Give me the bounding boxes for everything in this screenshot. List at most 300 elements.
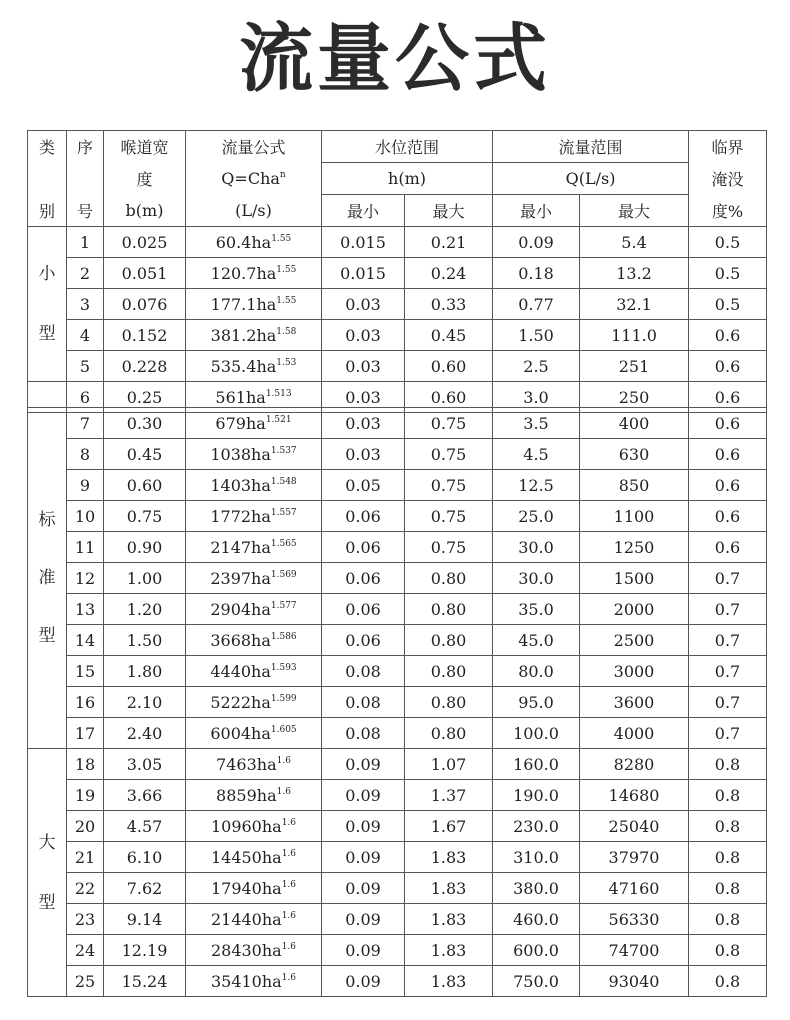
header-water-unit <box>322 163 493 195</box>
width-cell-text: 6.10 <box>126 847 163 867</box>
flow-max-cell-text: 32.1 <box>616 294 652 314</box>
header-formula-2-text: Q=Cha <box>221 169 280 188</box>
water-min-cell-text: 0.09 <box>345 878 381 898</box>
water-max-cell <box>405 749 493 780</box>
table-row <box>28 811 767 842</box>
seq-cell <box>67 408 104 439</box>
water-max-cell-text: 1.83 <box>430 878 467 898</box>
water-max-cell-text: 1.83 <box>430 909 467 929</box>
flow-min-cell <box>493 842 580 873</box>
water-max-cell-text: 1.83 <box>430 847 467 867</box>
formula-cell <box>186 935 322 966</box>
header-flow-min <box>493 195 580 227</box>
water-max-cell-text: 0.80 <box>430 661 467 681</box>
seq-cell-text: 18 <box>74 754 96 774</box>
width-cell-text: 1.50 <box>126 630 163 650</box>
water-max-cell <box>405 351 493 382</box>
category-small <box>28 227 67 382</box>
flow-min-cell-text: 35.0 <box>518 599 554 619</box>
header-formula-3-text: (L/s) <box>235 200 272 220</box>
flow-max-cell <box>580 320 689 351</box>
formula-cell <box>186 258 322 289</box>
formula-cell-text: 381.2ha <box>210 325 277 345</box>
header-width-3-text: b(m) <box>125 200 164 220</box>
formula-cell-text: 4440ha <box>210 661 271 681</box>
water-min-cell-text: 0.09 <box>345 940 381 960</box>
width-cell-text: 0.30 <box>126 413 163 433</box>
water-max-cell <box>405 439 493 470</box>
water-max-cell <box>405 258 493 289</box>
water-min-cell <box>322 408 405 439</box>
flow-min-cell-text: 0.77 <box>518 294 554 314</box>
flow-max-cell-text: 5.4 <box>621 232 647 252</box>
page-title: 流量公式 <box>239 16 551 102</box>
category-standard-char: 准 <box>38 568 56 588</box>
water-max-cell <box>405 532 493 563</box>
table-row <box>28 966 767 997</box>
width-cell-text: 0.152 <box>121 325 168 345</box>
formula-exponent: 1.537 <box>270 445 297 456</box>
width-cell <box>104 718 186 749</box>
critical-cell-text: 0.8 <box>714 816 741 836</box>
header-flow-min-text: 最小 <box>520 202 553 221</box>
water-max-cell <box>405 563 493 594</box>
header-seq <box>67 131 104 163</box>
header-water-max <box>405 195 493 227</box>
seq-cell-text: 10 <box>74 506 96 526</box>
table-row <box>28 935 767 966</box>
width-cell <box>104 258 186 289</box>
flow-max-cell-text: 1100 <box>613 506 655 526</box>
formula-cell-text: 6004ha <box>210 723 271 743</box>
width-cell-text: 2.40 <box>126 723 163 743</box>
width-cell <box>104 594 186 625</box>
header-water-unit-text: h(m) <box>388 169 426 188</box>
water-min-cell <box>322 563 405 594</box>
header-water-max-text: 最大 <box>432 202 465 221</box>
header-critical <box>689 131 767 163</box>
formula-cell-text: 561ha <box>215 387 266 407</box>
flow-min-cell-text: 380.0 <box>513 878 559 898</box>
critical-cell-text: 0.6 <box>714 387 741 407</box>
flow-min-cell-text: 3.5 <box>523 413 549 433</box>
width-cell <box>104 904 186 935</box>
flow-max-cell <box>580 470 689 501</box>
water-min-cell <box>322 718 405 749</box>
header-width-1: 喉道宽 <box>120 138 169 158</box>
header-water-min <box>322 195 405 227</box>
water-min-cell <box>322 470 405 501</box>
header-critical-3 <box>689 195 767 227</box>
width-cell-text: 0.75 <box>126 506 163 526</box>
water-min-cell-text: 0.09 <box>345 909 381 929</box>
table-row <box>28 258 767 289</box>
table-row <box>28 408 767 439</box>
width-cell <box>104 625 186 656</box>
flow-min-cell-text: 190.0 <box>513 785 559 805</box>
flow-min-cell <box>493 470 580 501</box>
formula-cell <box>186 904 322 935</box>
critical-cell <box>689 718 767 749</box>
formula-cell-text: 28430ha <box>210 940 282 960</box>
formula-exponent: 1.55 <box>276 264 297 275</box>
flow-max-cell <box>580 749 689 780</box>
flow-min-cell-text: 0.09 <box>518 232 554 252</box>
formula-exponent: 1.6 <box>281 848 297 859</box>
critical-cell-text: 0.7 <box>714 661 741 681</box>
flow-max-cell <box>580 873 689 904</box>
seq-cell-text: 1 <box>79 232 91 252</box>
seq-cell <box>67 966 104 997</box>
flow-max-cell <box>580 408 689 439</box>
flow-max-cell <box>580 687 689 718</box>
formula-cell-text: 10960ha <box>210 816 282 836</box>
flow-max-cell <box>580 501 689 532</box>
formula-cell <box>186 320 322 351</box>
flow-max-cell-text: 74700 <box>608 940 660 960</box>
formula-cell <box>186 780 322 811</box>
formula-exponent: 1.548 <box>270 476 297 487</box>
seq-cell <box>67 873 104 904</box>
header-critical-2 <box>689 163 767 195</box>
flow-min-cell <box>493 501 580 532</box>
critical-cell-text: 0.5 <box>714 294 741 314</box>
water-min-cell <box>322 351 405 382</box>
table-row <box>28 749 767 780</box>
seq-cell-text: 14 <box>74 630 96 650</box>
table-row <box>28 470 767 501</box>
flow-max-cell <box>580 532 689 563</box>
table-row <box>28 351 767 382</box>
water-max-cell-text: 0.60 <box>430 387 467 407</box>
seq-cell-text: 4 <box>79 325 91 345</box>
water-min-cell-text: 0.015 <box>340 263 386 283</box>
water-max-cell-text: 0.75 <box>430 537 467 557</box>
seq-cell <box>67 439 104 470</box>
formula-exponent: 1.6 <box>276 755 291 766</box>
flow-max-cell-text: 2500 <box>613 630 655 650</box>
header-formula-3 <box>186 195 322 227</box>
water-max-cell-text: 0.75 <box>430 475 467 495</box>
flow-max-cell-text: 4000 <box>613 723 655 743</box>
width-cell-text: 4.57 <box>126 816 163 836</box>
water-max-cell-text: 0.24 <box>430 263 467 283</box>
width-cell <box>104 687 186 718</box>
critical-cell-text: 0.7 <box>714 599 741 619</box>
width-cell-text: 15.24 <box>121 971 168 991</box>
water-min-cell-text: 0.03 <box>345 387 381 407</box>
header-flow-unit-text: Q(L/s) <box>565 169 616 188</box>
flow-max-cell <box>580 842 689 873</box>
category-large-char: 大 <box>38 832 56 853</box>
water-max-cell <box>405 718 493 749</box>
flow-max-cell-text: 1250 <box>613 537 655 557</box>
critical-cell <box>689 966 767 997</box>
water-min-cell-text: 0.09 <box>345 971 381 991</box>
flow-min-cell <box>493 749 580 780</box>
formula-cell <box>186 594 322 625</box>
critical-cell <box>689 501 767 532</box>
water-min-cell <box>322 687 405 718</box>
formula-exponent: 1.586 <box>270 631 297 642</box>
critical-cell <box>689 625 767 656</box>
table-row <box>28 718 767 749</box>
water-min-cell <box>322 780 405 811</box>
critical-cell-text: 0.8 <box>714 754 741 774</box>
flow-min-cell <box>493 656 580 687</box>
seq-cell-text: 5 <box>79 356 91 376</box>
critical-cell <box>689 563 767 594</box>
formula-cell <box>186 749 322 780</box>
water-min-cell <box>322 289 405 320</box>
seq-cell-text: 3 <box>79 294 91 314</box>
width-cell <box>104 811 186 842</box>
width-cell <box>104 470 186 501</box>
flow-min-cell-text: 0.18 <box>518 263 554 283</box>
header-formula-1: 流量公式 <box>221 138 286 158</box>
flow-min-cell <box>493 718 580 749</box>
water-max-cell-text: 0.75 <box>430 413 467 433</box>
water-min-cell-text: 0.09 <box>345 785 381 805</box>
formula-exponent: 1.6 <box>281 817 297 828</box>
flow-min-cell-text: 100.0 <box>513 723 559 743</box>
table-row <box>28 227 767 258</box>
water-min-cell <box>322 625 405 656</box>
critical-cell-text: 0.7 <box>714 692 741 712</box>
header-seq-3 <box>67 195 104 227</box>
formula-cell <box>186 501 322 532</box>
critical-cell <box>689 470 767 501</box>
formula-cell <box>186 811 322 842</box>
flow-max-cell <box>580 966 689 997</box>
width-cell <box>104 408 186 439</box>
category-large-char: 型 <box>38 892 56 913</box>
flow-max-cell-text: 3000 <box>613 661 655 681</box>
header-width-3 <box>104 195 186 227</box>
header-width-2-text: 度 <box>136 170 153 189</box>
flow-min-cell-text: 310.0 <box>513 847 559 867</box>
seq-cell-text: 12 <box>74 568 96 588</box>
flow-min-cell <box>493 408 580 439</box>
water-min-cell <box>322 656 405 687</box>
water-min-cell-text: 0.015 <box>340 232 386 252</box>
flow-max-cell-text: 400 <box>618 413 650 433</box>
water-min-cell-text: 0.08 <box>345 661 381 681</box>
header-critical-3-text: 度% <box>711 201 744 221</box>
formula-exponent: 1.557 <box>270 507 297 518</box>
flow-min-cell <box>493 687 580 718</box>
header-flow-max-text: 最大 <box>618 202 651 221</box>
seq-cell <box>67 470 104 501</box>
critical-cell <box>689 408 767 439</box>
water-min-cell-text: 0.06 <box>345 568 381 588</box>
water-min-cell <box>322 227 405 258</box>
flow-min-cell-text: 600.0 <box>513 940 559 960</box>
table-row <box>28 780 767 811</box>
critical-cell <box>689 320 767 351</box>
formula-cell-text: 535.4ha <box>210 356 277 376</box>
critical-cell-text: 0.8 <box>714 785 741 805</box>
critical-cell <box>689 780 767 811</box>
water-min-cell <box>322 258 405 289</box>
water-min-cell-text: 0.03 <box>345 294 381 314</box>
water-min-cell-text: 0.08 <box>345 692 381 712</box>
flow-max-cell-text: 2000 <box>613 599 655 619</box>
category-small-char: 小 <box>38 264 56 284</box>
water-max-cell <box>405 687 493 718</box>
flow-min-cell-text: 460.0 <box>513 909 559 929</box>
critical-cell <box>689 842 767 873</box>
width-cell-text: 3.66 <box>126 785 163 805</box>
width-cell <box>104 656 186 687</box>
flow-max-cell-text: 37970 <box>608 847 660 867</box>
critical-cell <box>689 904 767 935</box>
header-width-2 <box>104 163 186 195</box>
header-category-3 <box>28 195 67 227</box>
water-max-cell <box>405 289 493 320</box>
width-cell-text: 2.10 <box>126 692 163 712</box>
water-max-cell-text: 1.83 <box>430 940 467 960</box>
water-min-cell-text: 0.06 <box>345 599 381 619</box>
critical-cell <box>689 873 767 904</box>
width-cell-text: 0.45 <box>126 444 163 464</box>
seq-cell-text: 25 <box>74 971 96 991</box>
flow-max-cell <box>580 563 689 594</box>
formula-exponent: 1.55 <box>276 295 297 306</box>
critical-cell-text: 0.5 <box>714 263 741 283</box>
table-row <box>28 687 767 718</box>
table-row <box>28 656 767 687</box>
water-min-cell-text: 0.09 <box>345 816 381 836</box>
water-max-cell-text: 0.80 <box>430 568 467 588</box>
formula-exponent: 1.6 <box>281 879 297 890</box>
width-cell <box>104 439 186 470</box>
seq-cell-text: 20 <box>74 816 96 836</box>
width-cell <box>104 780 186 811</box>
width-cell <box>104 227 186 258</box>
flow-max-cell <box>580 718 689 749</box>
water-max-cell <box>405 320 493 351</box>
header-flow-range <box>493 131 689 163</box>
width-cell-text: 0.25 <box>126 387 163 407</box>
width-cell <box>104 501 186 532</box>
flow-min-cell <box>493 625 580 656</box>
formula-cell-text: 1403ha <box>210 475 271 495</box>
width-cell-text: 0.076 <box>121 294 168 314</box>
header-formula-2 <box>186 163 322 195</box>
seq-cell-text: 13 <box>74 599 96 619</box>
width-cell <box>104 320 186 351</box>
water-max-cell <box>405 873 493 904</box>
flow-max-cell-text: 25040 <box>608 816 660 836</box>
header-category-3-text: 别 <box>38 201 55 221</box>
flow-max-cell <box>580 811 689 842</box>
critical-cell-text: 0.6 <box>714 444 741 464</box>
water-min-cell <box>322 966 405 997</box>
water-max-cell-text: 0.80 <box>430 599 467 619</box>
header-category-1: 类 <box>38 138 55 158</box>
formula-cell <box>186 470 322 501</box>
flow-max-cell-text: 251 <box>618 356 650 376</box>
seq-cell-text: 22 <box>74 878 96 898</box>
formula-cell <box>186 439 322 470</box>
formula-cell-text: 177.1ha <box>210 294 277 314</box>
flow-min-cell-text: 230.0 <box>513 816 559 836</box>
width-cell-text: 9.14 <box>126 909 163 929</box>
critical-cell <box>689 656 767 687</box>
width-cell-text: 0.60 <box>126 475 163 495</box>
water-max-cell <box>405 780 493 811</box>
critical-cell-text: 0.6 <box>714 356 741 376</box>
critical-cell <box>689 594 767 625</box>
seq-cell <box>67 594 104 625</box>
water-max-cell <box>405 904 493 935</box>
flow-max-cell <box>580 227 689 258</box>
flow-min-cell <box>493 811 580 842</box>
formula-cell <box>186 289 322 320</box>
header-critical-2-text: 淹没 <box>711 170 744 189</box>
width-cell <box>104 289 186 320</box>
critical-cell <box>689 258 767 289</box>
formula-exponent: 1.577 <box>270 600 297 611</box>
water-min-cell <box>322 501 405 532</box>
seq-cell-text: 21 <box>74 847 96 867</box>
water-max-cell-text: 0.80 <box>430 692 467 712</box>
water-min-cell <box>322 439 405 470</box>
table-row <box>28 625 767 656</box>
formula-cell <box>186 656 322 687</box>
table-row <box>28 320 767 351</box>
water-min-cell-text: 0.03 <box>345 413 381 433</box>
formula-cell-text: 679ha <box>215 413 266 433</box>
seq-cell <box>67 351 104 382</box>
table-row <box>28 904 767 935</box>
formula-cell-text: 2147ha <box>210 537 271 557</box>
water-min-cell-text: 0.06 <box>345 506 381 526</box>
flow-min-cell-text: 1.50 <box>518 325 554 345</box>
formula-exponent: 1.605 <box>270 724 297 735</box>
table-row <box>28 842 767 873</box>
header-seq-blank <box>67 163 104 195</box>
width-cell <box>104 563 186 594</box>
header-width <box>104 131 186 163</box>
flow-max-cell-text: 14680 <box>608 785 660 805</box>
flow-min-cell-text: 160.0 <box>513 754 559 774</box>
formula-exponent: 1.593 <box>270 662 297 673</box>
water-min-cell <box>322 842 405 873</box>
flow-max-cell-text: 111.0 <box>611 325 657 345</box>
seq-cell <box>67 563 104 594</box>
water-min-cell <box>322 749 405 780</box>
critical-cell <box>689 227 767 258</box>
width-cell-text: 12.19 <box>121 940 168 960</box>
flow-max-cell <box>580 625 689 656</box>
seq-cell-text: 8 <box>79 444 91 464</box>
width-cell <box>104 873 186 904</box>
seq-cell <box>67 718 104 749</box>
category-standard-char: 标 <box>38 510 56 530</box>
width-cell-text: 0.051 <box>121 263 168 283</box>
formula-exponent: 1.565 <box>270 538 297 549</box>
flow-min-cell <box>493 563 580 594</box>
flow-max-cell <box>580 780 689 811</box>
critical-cell-text: 0.8 <box>714 878 741 898</box>
formula-cell-text: 14450ha <box>210 847 282 867</box>
flow-min-cell <box>493 532 580 563</box>
flow-min-cell <box>493 227 580 258</box>
width-cell-text: 3.05 <box>126 754 163 774</box>
category-large <box>28 749 67 997</box>
